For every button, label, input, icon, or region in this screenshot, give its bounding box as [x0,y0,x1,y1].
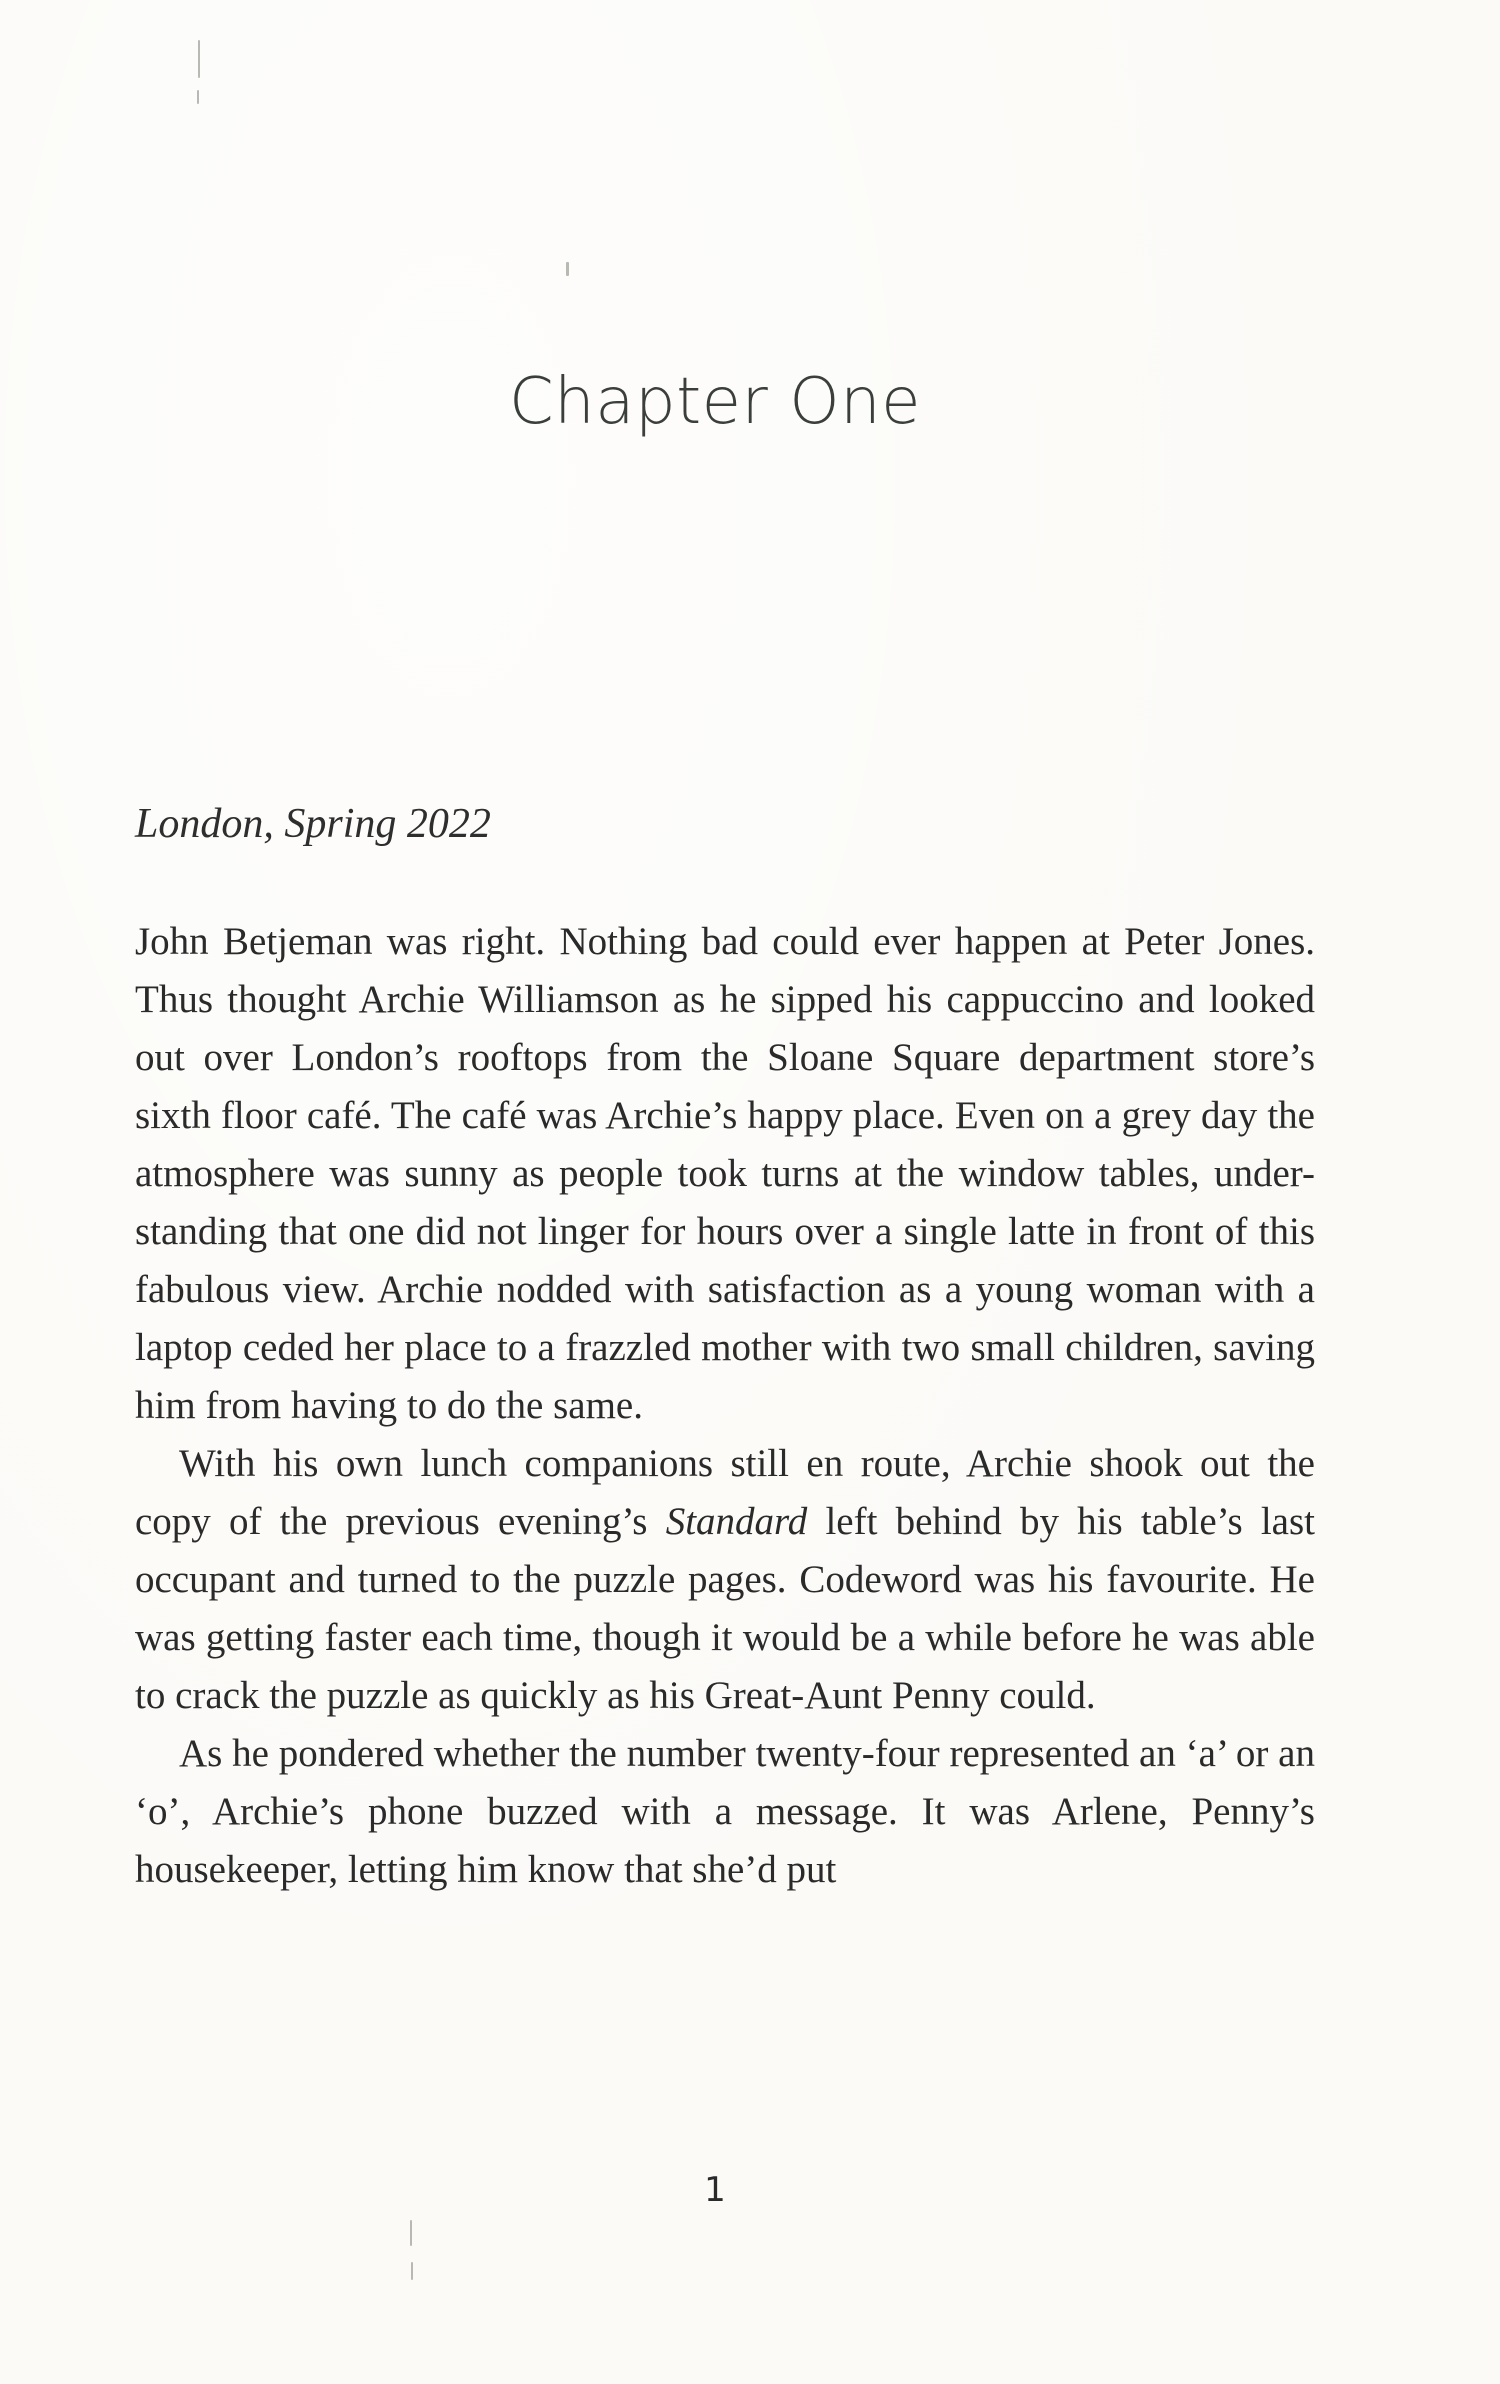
scan-speck [411,2262,413,2280]
paragraph-text: John Betjeman was right. Nothing bad could ever happen at Peter Jones. Thus thought Archie Williamson as he sipped his cappuccino and looked out over London’s rooftops from the Sloane Square department store’s sixth floor café. The café was Archie’s happy place. Even on a grey day the atmosphere was sunny as people took turns at the window tables, under-standing that one did not linger for hours over a single latte in front of this fabulous view. Archie nodded with satisfaction as a young woman with a laptop ceded her place to a frazzled mother with two small children, saving him from having to do the same. [135,920,1315,1427]
scan-speck [410,2220,412,2246]
newspaper-title: Standard [665,1500,808,1543]
paragraph [135,913,1315,1435]
scan-speck [566,262,569,276]
chapter-body [135,913,1315,1899]
chapter-dateline: London, Spring 2022 [135,801,491,847]
scan-speck [197,90,199,104]
paragraph-text: With his own lunch companions still en route, Archie shook out the copy of the previous evening’s [135,1442,1315,1543]
page-number: 1 [704,2170,726,2210]
chapter-title: Chapter One [508,365,922,439]
paragraph-text: left behind by his table’s last occupant and turned to the puzzle pages. Codeword was his favourite. He was getting faster each time, though it would be a while before he was able to crack the puzzle as quickly as his Great-Aunt Penny could. [135,1500,1315,1717]
paragraph-text: As he pondered whether the number twenty-four represented an ‘a’ or an ‘o’, Archie’s phone buzzed with a message. It was Arlene, Penny’s housekeeper, letting him know that she’d put [135,1732,1315,1891]
paragraph [135,1435,1315,1725]
scan-speck [198,40,200,78]
paragraph [135,1725,1315,1899]
